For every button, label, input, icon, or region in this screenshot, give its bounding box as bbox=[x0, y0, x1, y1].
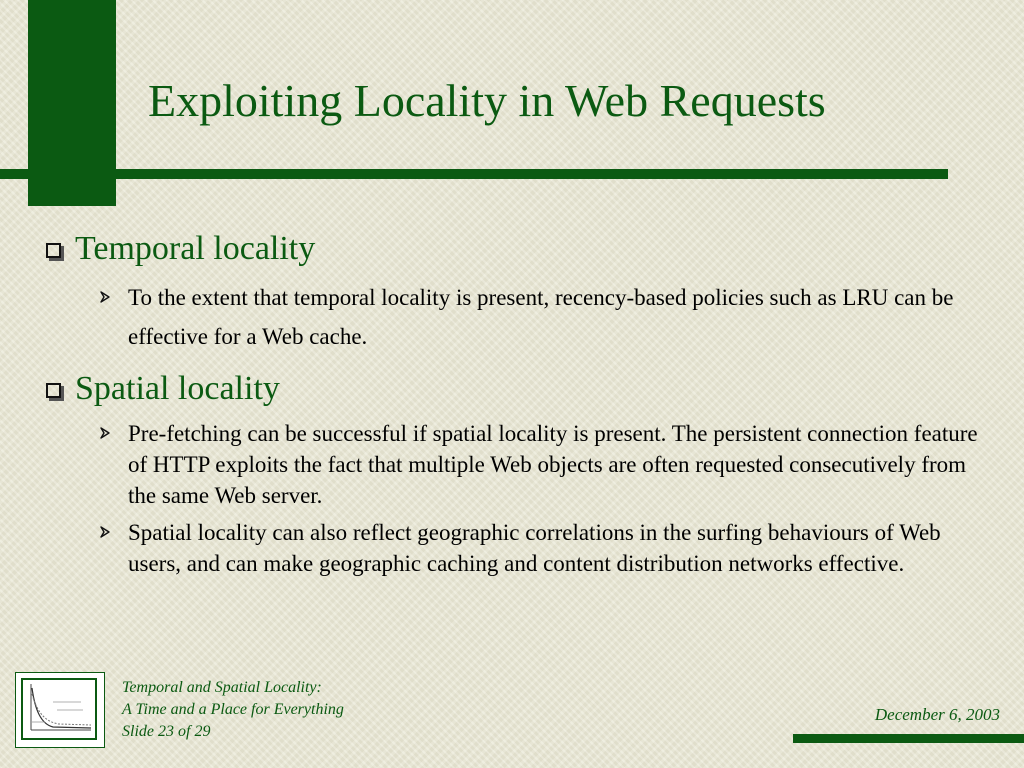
sub-bullet-text: Pre-fetching can be successful if spatial locality is present. The persistent connection feature of HTTP exploits the fact that multiple Web objects are often requested consecutively from the same Web server. bbox=[128, 421, 978, 508]
section-heading-label: Temporal locality bbox=[75, 230, 316, 267]
sub-bullet-text: To the extent that temporal locality is present, recency-based policies such as LRU can be effective for a Web cache. bbox=[128, 285, 954, 349]
arrowhead-bullet-icon bbox=[98, 525, 112, 539]
slide-title: Exploiting Locality in Web Requests bbox=[148, 75, 826, 126]
sub-bullet-item bbox=[46, 418, 986, 511]
decay-chart-thumbnail-icon bbox=[21, 678, 97, 740]
sub-bullet-item bbox=[46, 517, 986, 579]
footer-caption bbox=[122, 677, 344, 743]
section-heading-label: Spatial locality bbox=[75, 370, 280, 407]
hollow-square-bullet-icon bbox=[46, 243, 61, 258]
section-heading-temporal bbox=[46, 226, 986, 272]
slide-content bbox=[46, 226, 986, 579]
footer-caption-line: A Time and a Place for Everything bbox=[122, 701, 344, 718]
title-underline-rule bbox=[0, 169, 948, 179]
sub-bullet-text: Spatial locality can also reflect geographic correlations in the surfing behaviours of Web users, and can make geographic caching and content distribution networks effective. bbox=[128, 520, 941, 576]
footer-date: December 6, 2003 bbox=[874, 705, 1000, 724]
footer-rule bbox=[793, 734, 1024, 743]
footer-caption-line: Temporal and Spatial Locality: bbox=[122, 679, 322, 696]
arrowhead-bullet-icon bbox=[98, 290, 112, 304]
footer-thumbnail bbox=[15, 672, 105, 748]
section-heading-spatial bbox=[46, 366, 986, 412]
slide-number: Slide 23 of 29 bbox=[122, 723, 211, 740]
arrowhead-bullet-icon bbox=[98, 426, 112, 440]
sub-bullet-item bbox=[46, 278, 986, 356]
hollow-square-bullet-icon bbox=[46, 383, 61, 398]
